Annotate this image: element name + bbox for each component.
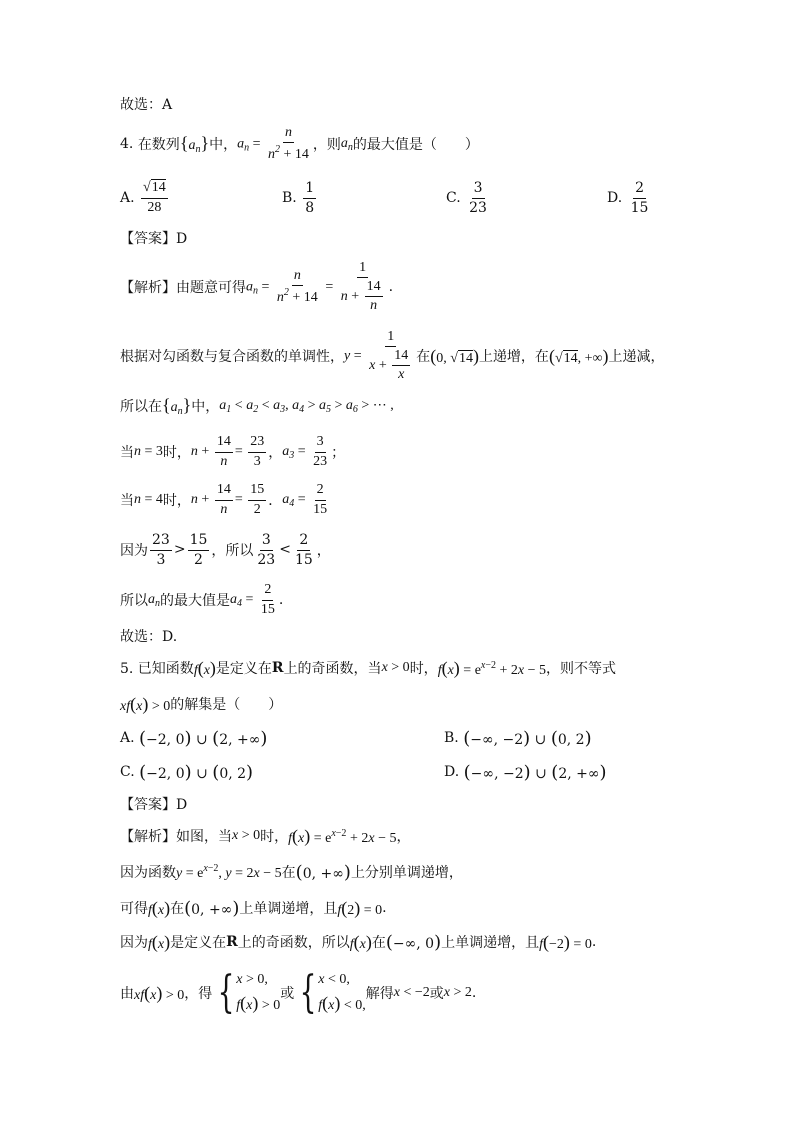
option-value: (−∞, −2) ∪ (0, 2) <box>463 727 592 749</box>
question-text: 上的奇函数，当 <box>283 661 382 677</box>
math-formula: $\frac{3}{23}$ < $\frac{2}{15}$ <box>257 532 313 568</box>
analysis-text: 当 <box>120 493 134 509</box>
analysis-text: 或 <box>429 986 444 1002</box>
analysis-4-line3 <box>120 386 684 426</box>
analysis-text: 上单调递增，且 <box>239 901 338 917</box>
analysis-text: . <box>278 592 284 608</box>
answer-4 <box>120 218 684 258</box>
math-formula: x > 0 <box>381 660 410 675</box>
math-reals: R <box>271 660 284 676</box>
analysis-text: 在 <box>170 901 185 917</box>
math-fx: f(x) <box>148 897 171 918</box>
analysis-text: ， <box>268 445 283 461</box>
math-fx: f(x) <box>148 931 171 952</box>
math-formula: f(2) = 0 <box>337 897 383 918</box>
question-text: 的解集是（ ） <box>170 697 283 713</box>
math-interval: (−∞, 0) <box>385 931 442 953</box>
option-b[interactable] <box>444 728 592 749</box>
question-text: 是定义在 <box>215 661 272 677</box>
math-interval: (0, +∞) <box>295 861 351 883</box>
question-4-options <box>120 176 684 220</box>
question-text: ，则不等式 <box>546 661 617 677</box>
analysis-text: 中， <box>191 399 220 415</box>
option-label: A. <box>120 730 135 746</box>
analysis-text: 上分别单调递增， <box>350 865 463 881</box>
analysis-text: . <box>591 934 597 950</box>
math-fx: f(x) <box>193 657 216 678</box>
analysis-text: 时， <box>162 493 191 509</box>
option-b[interactable] <box>282 180 318 215</box>
option-label: C. <box>446 190 461 206</box>
analysis-text: 【解析】如图，当 <box>120 829 232 845</box>
answer-choice-text: 故选：A <box>120 97 173 113</box>
option-label: D. <box>444 764 460 780</box>
analysis-4-line2 <box>120 328 684 384</box>
analysis-text: 所以 <box>120 593 148 609</box>
analysis-text: 上单调递增，且 <box>441 935 540 951</box>
math-an: $a_n$ <box>148 591 160 609</box>
option-value: $\frac{3}{23}$ <box>469 180 487 216</box>
answer-text: 【答案】D <box>120 231 188 247</box>
answer-choice-line <box>120 84 684 124</box>
math-formula: $y = e^{x-2}$, y = 2x − 5 <box>176 862 282 881</box>
math-formula: $a_4$ = $\frac{2}{15}$ <box>230 582 275 617</box>
option-c[interactable] <box>446 180 491 215</box>
math-formula: x > 2 <box>443 985 472 1000</box>
math-an: $a_n$ <box>340 135 353 153</box>
analysis-text: 上递减， <box>608 349 665 365</box>
math-formula: f(−2) = 0 <box>539 931 592 952</box>
question-4 <box>120 124 684 164</box>
analysis-4-line5 <box>120 478 684 522</box>
math-interval: (√14, +∞) <box>548 345 609 366</box>
math-formula: $f(x) = e^{x-2} + 2x - 5$ <box>437 657 547 678</box>
analysis-text: 的最大值是 <box>160 593 230 609</box>
analysis-5-line2 <box>120 852 684 892</box>
math-interval: (0, √14) <box>430 345 479 366</box>
analysis-text: ， <box>396 829 411 845</box>
analysis-text: 上的奇函数，所以 <box>237 935 350 951</box>
analysis-text: 或 <box>280 986 295 1002</box>
option-label: A. <box>120 190 135 206</box>
analysis-text: 上递增，在 <box>478 349 549 365</box>
answer-text: 【答案】D <box>120 797 188 813</box>
math-formula: $a_n$ = $\frac{n}{n^2 + 14}$ = 1 n + $\frac{14}{n}$ <box>246 259 381 314</box>
analysis-text: 可得 <box>120 901 148 917</box>
option-value: (−2, 0) ∪ (0, 2) <box>139 761 254 783</box>
math-formula: $a_1 < a_2 < a_3$, $a_4 > a_5 > a_6$ > ⋯ , <box>219 398 394 415</box>
math-formula: $a_4$ = $\frac{2}{15}$ <box>282 482 328 517</box>
math-formula: x < −2 <box>393 985 430 1000</box>
math-formula: xf(x) > 0 <box>120 693 171 714</box>
question-5-line1 <box>120 648 684 688</box>
math-formula: $f(x) = e^{x-2} + 2x - 5$ <box>288 825 397 846</box>
analysis-text: 是定义在 <box>170 935 227 951</box>
question-text: 时， <box>409 661 438 677</box>
option-value: (−2, 0) ∪ (2, +∞) <box>139 727 268 749</box>
option-label: C. <box>120 764 135 780</box>
analysis-text: 在 <box>371 935 386 951</box>
analysis-text: 在 <box>416 349 431 365</box>
analysis-5-line1 <box>120 816 684 856</box>
analysis-text: 当 <box>120 445 134 461</box>
option-value: (−∞, −2) ∪ (2, +∞) <box>463 761 607 783</box>
math-formula: $\frac{23}{3}$ > $\frac{15}{2}$ <box>152 532 208 568</box>
analysis-text: 解得 <box>365 986 394 1002</box>
question-text: 中， <box>209 137 238 153</box>
left-brace: { <box>299 967 317 1018</box>
option-value: $\frac{2}{15}$ <box>630 180 649 216</box>
math-formula: y = 1 x + $\frac{14}{x}$ <box>344 328 409 383</box>
analysis-text: ， <box>316 543 331 559</box>
math-formula: $a_n$ = $\frac{n}{n^2 + 14}$ <box>237 124 309 162</box>
analysis-text: ； <box>331 445 346 461</box>
math-seq: $\{a_n\}$ <box>179 133 210 155</box>
analysis-text: 在 <box>281 865 296 881</box>
option-label: B. <box>444 730 459 746</box>
analysis-text: 所以在 <box>120 399 162 415</box>
question-text: 5. 已知函数 <box>120 661 194 677</box>
option-c[interactable] <box>120 762 253 783</box>
math-formula: n = 3 <box>134 444 163 459</box>
math-system: x > 0, f(x) > 0 <box>236 972 281 1013</box>
option-value: $\frac{√14}{28}$ <box>143 180 166 215</box>
math-fx: f(x) <box>349 931 372 952</box>
option-d[interactable] <box>607 180 652 215</box>
option-d[interactable] <box>444 762 607 783</box>
analysis-text: ． <box>268 493 283 509</box>
math-reals: R <box>226 934 238 950</box>
analysis-text: . <box>382 900 387 916</box>
analysis-5-line4 <box>120 922 684 962</box>
analysis-text: 【解析】由题意可得 <box>120 280 246 296</box>
analysis-text: 因为 <box>120 543 148 559</box>
analysis-text: 由 <box>120 986 134 1002</box>
option-a[interactable] <box>120 728 267 749</box>
math-formula: n + $\frac{14}{n}$ = $\frac{15}{2}$ <box>190 482 265 517</box>
math-formula: xf(x) > 0 <box>134 982 185 1003</box>
option-value: $\frac{1}{8}$ <box>305 180 315 216</box>
analysis-5-line5 <box>120 964 684 1022</box>
analysis-text: ，得 <box>184 986 213 1002</box>
left-brace: { <box>217 967 235 1018</box>
question-text: 的最大值是（ ） <box>352 137 479 153</box>
analysis-text: 因为函数 <box>120 865 176 881</box>
question-number: 4. <box>120 136 134 152</box>
math-formula: n + $\frac{14}{n}$ = $\frac{23}{3}$ <box>190 434 265 469</box>
answer-choice-text: 故选：D. <box>120 629 178 645</box>
math-formula: $a_3$ = $\frac{3}{23}$ <box>282 434 328 469</box>
option-label: D. <box>607 190 623 206</box>
math-interval: (0, +∞) <box>184 897 240 919</box>
analysis-text: ，所以 <box>211 543 254 559</box>
option-label: B. <box>282 190 297 206</box>
option-a[interactable] <box>120 180 170 215</box>
analysis-text: 时， <box>260 829 289 845</box>
analysis-text: 因为 <box>120 935 148 951</box>
question-text: 在数列 <box>137 137 180 153</box>
analysis-text: . <box>471 985 477 1001</box>
analysis-4-line6 <box>120 528 684 572</box>
math-seq: $\{a_n\}$ <box>162 395 192 417</box>
analysis-4-line1 <box>120 259 684 314</box>
math-formula: x > 0 <box>232 828 261 843</box>
analysis-text: . <box>388 279 394 295</box>
math-formula: n = 4 <box>134 492 163 507</box>
analysis-text: 时， <box>162 445 191 461</box>
analysis-text: 根据对勾函数与复合函数的单调性， <box>120 349 344 365</box>
math-system: x < 0, f(x) < 0, <box>318 972 366 1013</box>
question-text: ，则 <box>312 137 341 153</box>
analysis-4-line4 <box>120 430 684 474</box>
